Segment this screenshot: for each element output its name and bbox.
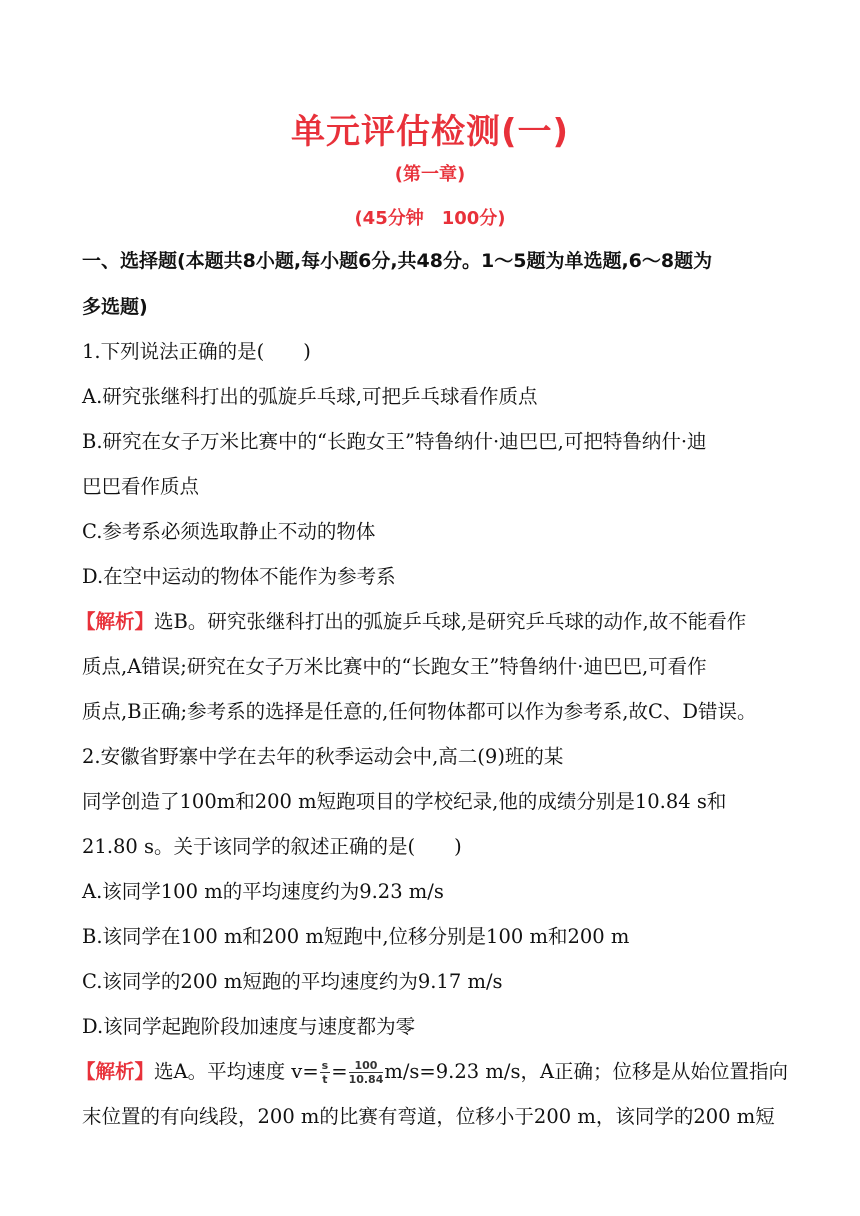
- q2-stem-line-2: 同学创造了100m和200 m短跑项目的学校纪录,他的成绩分别是10.84 s和: [82, 790, 727, 813]
- q2-stem-line-1: 2.安徽省野寨中学在去年的秋季运动会中,高二(9)班的某: [82, 745, 564, 768]
- q2-analysis-line-2: 末位置的有向线段，200 m的比赛有弯道，位移小于200 m，该同学的200 m短: [82, 1105, 775, 1128]
- section-heading-line-2: 多选题): [82, 296, 148, 318]
- equals-sign: =: [331, 1060, 348, 1083]
- analysis-tag: 【解析】: [76, 1060, 155, 1083]
- q2-analysis-text-post: m/s=9.23 m/s，A正确；位移是从始位置指向: [384, 1060, 789, 1083]
- q2-analysis-text-pre: 选A。平均速度 v=: [154, 1060, 319, 1083]
- analysis-tag: 【解析】: [76, 610, 155, 633]
- q1-analysis-line-2: 质点,A错误;研究在女子万米比赛中的“长跑女王”特鲁纳什·迪巴巴,可看作: [82, 655, 707, 678]
- q2-option-d: D.该同学起跑阶段加速度与速度都为零: [82, 1015, 416, 1038]
- q1-stem: 1.下列说法正确的是( ): [82, 340, 311, 363]
- fraction-numerator: 100: [349, 1059, 384, 1073]
- time-score-subtitle: (45分钟 100分): [354, 208, 506, 229]
- q1-option-a: A.研究张继科打出的弧旋乒乓球,可把乒乓球看作质点: [82, 385, 538, 408]
- q2-analysis-line-1: [76, 1057, 794, 1087]
- q2-stem-line-3: 21.80 s。关于该同学的叙述正确的是( ): [82, 835, 462, 858]
- q1-analysis-text-1: 选B。研究张继科打出的弧旋乒乓球,是研究乒乓球的动作,故不能看作: [154, 610, 747, 633]
- fraction-denominator: 10.84: [348, 1073, 384, 1086]
- fraction-s-over-t: [320, 1059, 331, 1086]
- section-heading-line-1: 一、选择题(本题共8小题,每小题6分,共48分。1～5题为单选题,6～8题为: [82, 250, 713, 272]
- q1-analysis-line-1: [76, 607, 794, 637]
- q2-option-b: B.该同学在100 m和200 m短跑中,位移分别是100 m和200 m: [82, 925, 630, 948]
- page-title: 单元评估检测(一): [290, 112, 570, 152]
- fraction-denominator: t: [322, 1073, 328, 1086]
- q2-option-c: C.该同学的200 m短跑的平均速度约为9.17 m/s: [82, 970, 503, 993]
- fraction-100-over-10-84: [349, 1059, 384, 1086]
- q1-option-b-line-2: 巴巴看作质点: [82, 475, 200, 498]
- q1-option-d: D.在空中运动的物体不能作为参考系: [82, 565, 396, 588]
- q1-analysis-line-3: 质点,B正确;参考系的选择是任意的,任何物体都可以作为参考系,故C、D错误。: [82, 700, 757, 723]
- q2-option-a: A.该同学100 m的平均速度约为9.23 m/s: [82, 880, 444, 903]
- fraction-numerator: s: [321, 1059, 329, 1072]
- chapter-subtitle: (第一章): [394, 164, 466, 185]
- q1-option-b-line-1: B.研究在女子万米比赛中的“长跑女王”特鲁纳什·迪巴巴,可把特鲁纳什·迪: [82, 430, 707, 453]
- q1-option-c: C.参考系必须选取静止不动的物体: [82, 520, 376, 543]
